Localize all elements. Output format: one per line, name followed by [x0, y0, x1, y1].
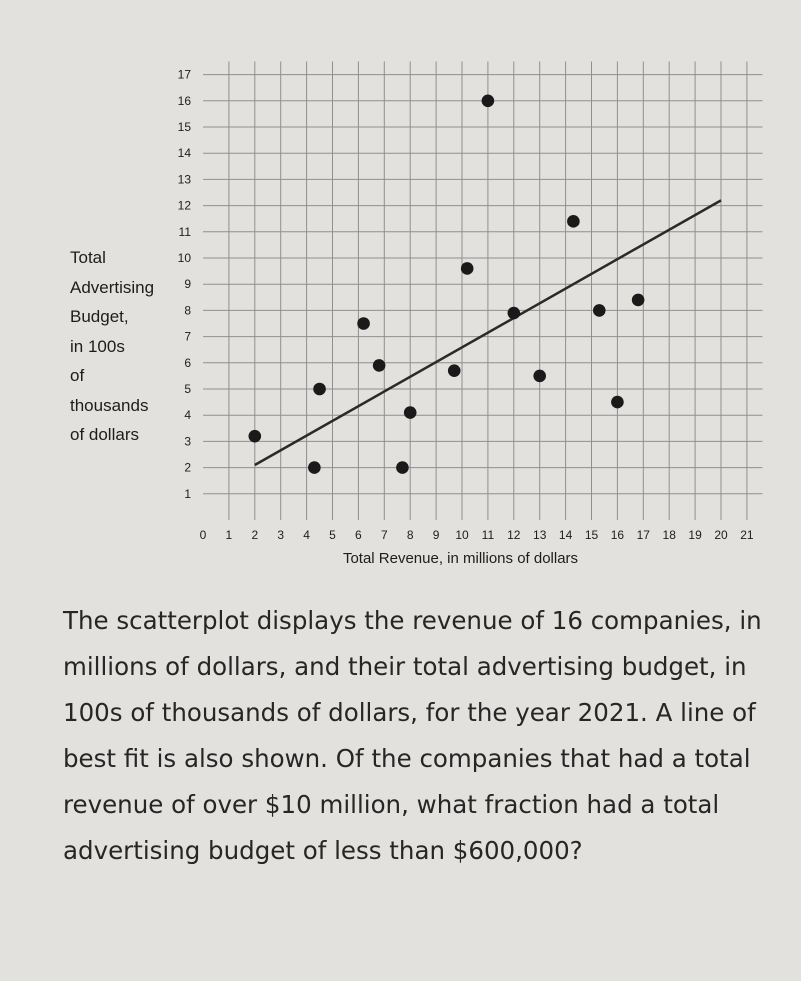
y-axis-label: [70, 243, 180, 450]
y-tick-label: 16: [177, 93, 191, 108]
x-tick-label: 8: [406, 528, 414, 542]
x-tick-label: 13: [533, 528, 547, 542]
x-tick-label: 15: [584, 528, 599, 542]
data-point: [611, 396, 624, 409]
y-tick-label: 13: [177, 172, 191, 187]
data-point: [508, 307, 521, 320]
y-tick-label: 7: [184, 329, 191, 344]
y-tick-label: 10: [177, 251, 191, 265]
y-axis-label-line: Budget,: [70, 307, 129, 326]
y-axis-label-line: in 100s: [70, 336, 125, 356]
data-point: [313, 383, 326, 396]
y-tick-label: 1: [184, 486, 191, 501]
y-tick-label: 11: [178, 224, 191, 239]
y-axis-label-line: of dollars: [70, 425, 139, 444]
y-tick-label: 17: [177, 67, 191, 82]
x-tick-label: 0: [199, 528, 207, 542]
x-tick-labels: [200, 528, 754, 542]
x-tick-label: 21: [740, 528, 754, 542]
x-tick-label: 12: [507, 528, 521, 542]
grid: [203, 62, 762, 521]
x-tick-label: 11: [481, 528, 495, 542]
data-point: [396, 461, 409, 474]
data-point: [567, 215, 580, 228]
y-tick-label: 14: [177, 146, 191, 161]
y-tick-label: 6: [184, 355, 191, 370]
data-point: [357, 317, 370, 330]
y-tick-label: 9: [184, 277, 191, 292]
y-tick-label: 2: [184, 460, 191, 475]
data-point: [593, 304, 606, 317]
x-tick-label: 3: [277, 528, 285, 542]
x-tick-label: 2: [251, 528, 259, 542]
y-axis-label-line: Advertising: [70, 277, 155, 297]
x-tick-label: 7: [380, 528, 388, 542]
data-point: [461, 262, 474, 275]
y-tick-label: 4: [184, 408, 191, 423]
x-tick-label: 9: [432, 528, 440, 542]
data-point: [404, 406, 417, 419]
y-axis-label-line: of: [70, 366, 85, 385]
x-tick-label: 14: [558, 528, 573, 542]
y-axis-label-line: Total: [70, 248, 106, 267]
x-tick-label: 10: [455, 528, 469, 542]
y-axis-label-line: thousands: [70, 395, 149, 415]
data-point: [308, 461, 321, 474]
y-tick-label: 15: [177, 120, 191, 134]
y-tick-label: 5: [184, 382, 191, 396]
data-point: [448, 364, 461, 377]
data-point: [533, 370, 546, 383]
x-tick-label: 6: [355, 528, 362, 542]
x-tick-label: 5: [329, 528, 336, 542]
x-tick-label: 20: [714, 528, 728, 542]
data-point: [373, 359, 386, 372]
data-point: [482, 95, 495, 108]
data-point: [632, 294, 645, 307]
x-axis-label: Total Revenue, in millions of dollars: [342, 550, 579, 567]
x-tick-label: 16: [610, 528, 625, 542]
x-tick-label: 17: [636, 528, 650, 542]
question-text: The scatterplot displays the revenue of 16 companies, in millions of dollars, and their total advertising budget, in 100s of thousands of dollars, for the year 2021. A line of best fit is also shown. Of the companies that had a total revenue of over $10 million, what fraction had a total advertising budget of less than $600,000?: [63, 606, 762, 865]
x-tick-label: 18: [662, 528, 676, 542]
x-tick-label: 19: [688, 528, 702, 542]
data-point: [249, 430, 262, 443]
y-tick-label: 3: [184, 434, 191, 449]
x-tick-label: 4: [303, 528, 310, 542]
x-tick-label: 1: [225, 528, 233, 542]
y-tick-label: 8: [184, 303, 191, 318]
y-tick-label: 12: [177, 198, 191, 213]
